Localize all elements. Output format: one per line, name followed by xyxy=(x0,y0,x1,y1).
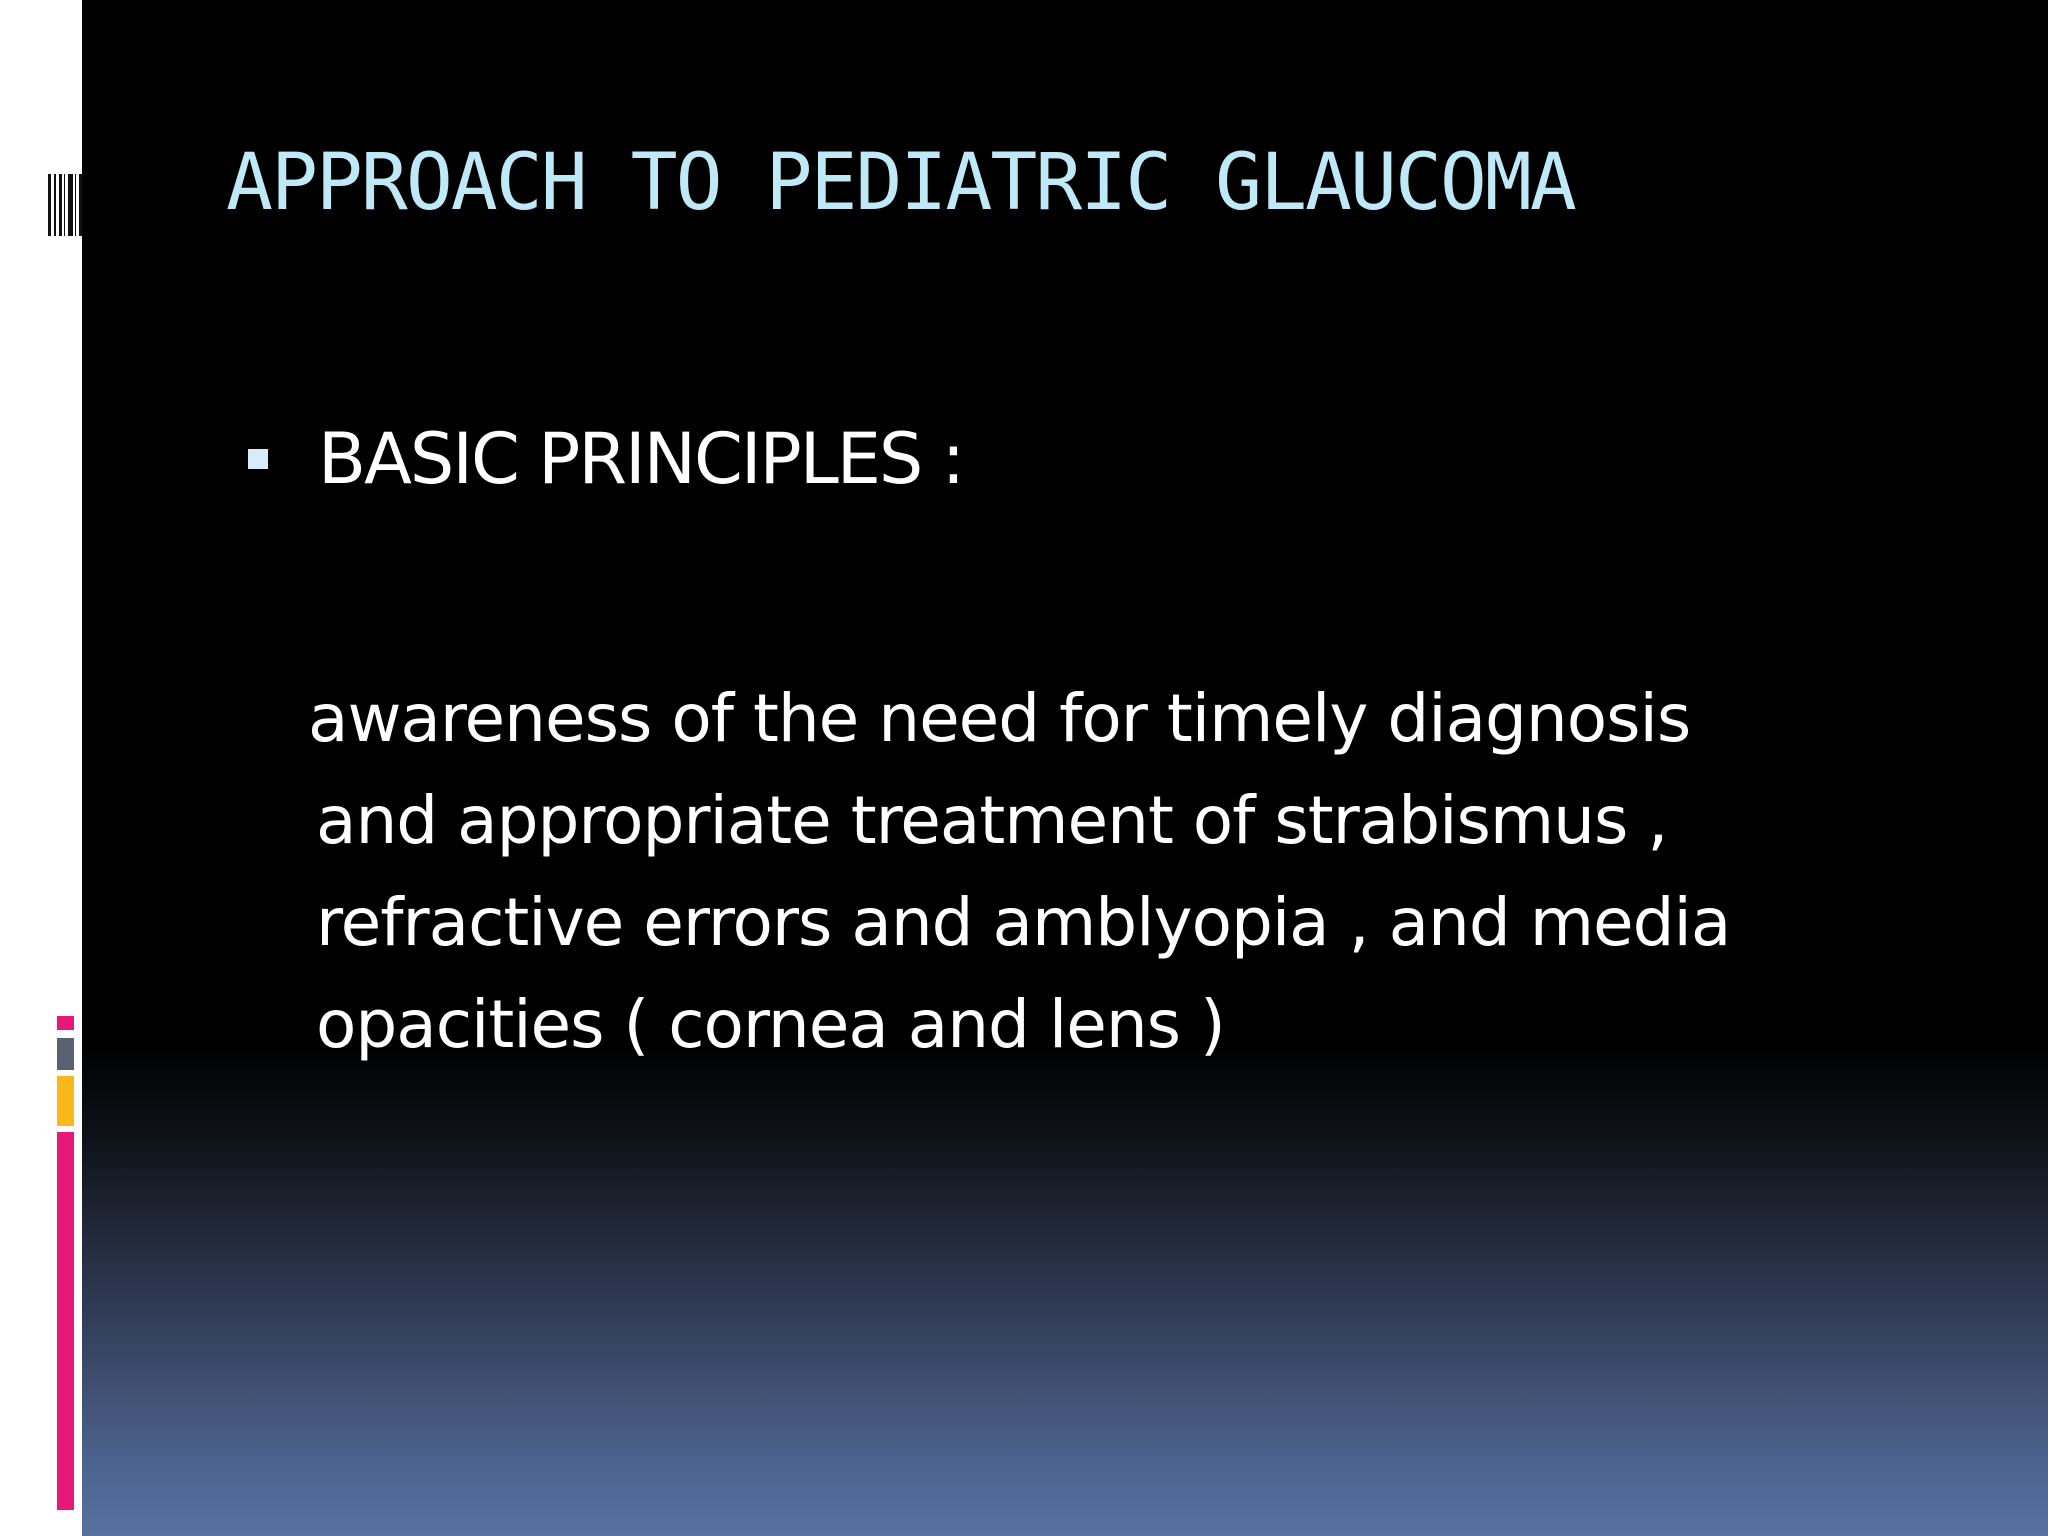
barcode-stripe xyxy=(54,174,56,236)
body-paragraph xyxy=(308,668,1948,1076)
body-line: awareness of the need for timely diagnosis xyxy=(308,680,1691,757)
left-decoration-strip xyxy=(0,0,82,1536)
slide-content xyxy=(82,0,2048,1536)
slide-title: APPROACH TO PEDIATRIC GLAUCOMA xyxy=(226,138,1575,228)
body-line: refractive errors and amblyopia , and media xyxy=(316,884,1731,961)
square-bullet-icon xyxy=(248,449,268,469)
accent-bar-pink xyxy=(57,1132,74,1510)
body-line: opacities ( cornea and lens ) xyxy=(316,986,1225,1063)
barcode-decoration xyxy=(48,174,82,236)
bullet-text: BASIC PRINCIPLES : xyxy=(318,418,964,500)
barcode-stripe xyxy=(68,174,72,236)
barcode-stripe xyxy=(48,174,51,236)
accent-bar-pink-top xyxy=(57,1016,74,1030)
barcode-stripe xyxy=(75,174,77,236)
barcode-stripe xyxy=(64,174,66,236)
barcode-stripe xyxy=(59,174,62,236)
accent-bar-gray xyxy=(57,1038,74,1070)
body-line: and appropriate treatment of strabismus , xyxy=(316,782,1668,859)
accent-bar-yellow xyxy=(57,1076,74,1126)
bullet-item xyxy=(248,418,963,500)
